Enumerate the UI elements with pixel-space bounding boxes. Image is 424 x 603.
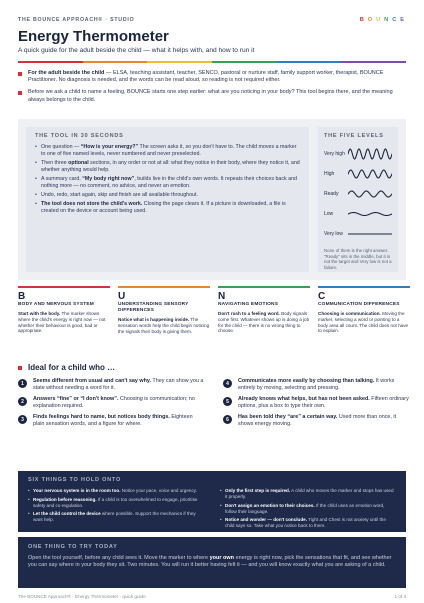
intro-body: — ELSA, teaching assistant, teacher, SENCO, pastoral or nurture staff, family support worker, therapist, BOUNCE Practitioner. No diagnosis is needed, and the words can be read aloud, so reading is not required either. — [28, 70, 384, 84]
ideal-body: Used more than once, it shows energy moving. — [238, 414, 397, 427]
bounce-column — [118, 286, 210, 334]
ideal-heading: Ideal for a child who … — [28, 363, 116, 372]
stripe-segment — [341, 61, 406, 63]
intro-body: Before we ask a child to name a feeling, BOUNCE starts one step earlier: what are you noticing in your body? This tool begins there, and the meaning always belongs to the child. — [28, 89, 393, 103]
ideal-text — [238, 378, 410, 392]
level-row — [324, 224, 392, 244]
ideal-list — [18, 378, 410, 428]
six-item — [220, 488, 396, 500]
bounce-column — [18, 286, 110, 334]
red-square-bullet-icon — [18, 72, 22, 76]
ideal-bold: Seems different from usual and can't say why. — [33, 378, 152, 384]
bounce-columns — [18, 286, 410, 334]
intro-text — [28, 70, 410, 84]
ideal-bold: Answers “fine” or “I don't know”. — [33, 396, 119, 402]
footer-left: The BOUNCE Approach® · Energy Thermometer · quick guide — [18, 594, 146, 599]
wordmark-letter: N — [384, 17, 391, 23]
tool-item — [35, 201, 300, 215]
intro-item — [18, 89, 410, 103]
column-text — [318, 311, 410, 334]
number-badge: 1 — [18, 379, 27, 388]
column-body: Body signals come first. Whatever shows up is doing a job for the child — there is no wrong thing to choose. — [218, 311, 310, 334]
column-title: COMMUNICATION DIFFERENCES — [318, 302, 400, 307]
level-label: Ready — [324, 191, 339, 197]
number-badge: 5 — [223, 397, 232, 406]
column-text — [118, 317, 210, 334]
six-body: A child who moves the marker and stops has used it properly. — [225, 488, 394, 499]
tool-item-pre: Then three — [41, 160, 69, 166]
ideal-heading-row — [18, 363, 115, 372]
intro-section — [18, 70, 410, 109]
tool-item-bold: “How is your energy?” — [80, 144, 139, 150]
level-label: Very low — [324, 231, 343, 237]
column-letter: N — [218, 291, 226, 302]
ideal-bold: Finds feelings hard to name, but notices body things. — [33, 414, 170, 420]
brand-label: THE BOUNCE APPROACH® · STUDIO — [18, 17, 135, 23]
stripe-segment — [147, 61, 212, 63]
six-left-list — [28, 488, 204, 532]
six-body: If the child uses an emotion word, follow their language. — [225, 502, 385, 514]
colour-stripe — [18, 61, 406, 63]
column-body: Moving the marker, selecting a word or pointing to a body area all count. The child does not have to explain. — [318, 311, 409, 334]
tool-item-post: Undo, redo, start again, skip and finish are all available throughout. — [41, 192, 198, 198]
intro-bold: For the adult beside the child — [28, 70, 105, 76]
six-body: Tight and Chest is not anxiety until the child says so. Take what you notice back to them. — [225, 517, 386, 528]
tool-item-post: , builds live in the child's own words. It repeats their choices back and nothing more — no comment, no advice, and never an emotion. — [41, 176, 297, 189]
level-row — [324, 144, 392, 164]
ideal-item — [223, 378, 410, 392]
six-body: If a child is too overwhelmed to engage, prioritise safety and co-regulation. — [33, 496, 198, 508]
tool-item-bold: “My body right now” — [82, 176, 135, 182]
column-title: BODY AND NERVOUS SYSTEM — [18, 302, 94, 307]
ideal-body: Eighteen plain sensation words, and a figure for where. — [33, 414, 193, 427]
six-bold: Your nervous system is in the room too. — [33, 488, 121, 493]
one-pre: Open the tool yourself, before any child sees it. Move the marker to where — [28, 555, 210, 561]
six-bold: Only the first step is required. — [225, 488, 291, 493]
ideal-item — [18, 378, 205, 392]
tool-list — [35, 144, 300, 215]
column-letter: C — [318, 291, 326, 302]
five-levels-panel — [318, 127, 398, 272]
one-post: energy is right now, pick the sensations that fit, and see whether you can say where in your body they sit. Two minutes. You will run it better having felt it — and you will know exactly what you are asking of a child. — [28, 555, 392, 569]
column-bold: Notice what is happening inside. — [118, 317, 190, 322]
ideal-text — [238, 396, 410, 410]
stripe-segment — [277, 61, 342, 63]
column-letter: U — [118, 291, 126, 302]
levels-heading: THE FIVE LEVELS — [324, 133, 384, 139]
wordmark-letter: C — [392, 17, 399, 23]
stripe-segment — [18, 61, 83, 63]
ideal-text — [33, 378, 205, 392]
column-body: The sensation words help the child begin noticing the signals their body is giving them. — [118, 317, 210, 334]
column-bold: Choosing is communication. — [318, 311, 381, 316]
energy-wave-icon — [348, 228, 392, 240]
six-bold: Don't assign an emotion to their choices. — [225, 502, 315, 508]
intro-item — [18, 70, 410, 84]
number-badge: 4 — [223, 379, 232, 388]
one-thing-box — [18, 537, 406, 588]
six-item — [28, 488, 204, 494]
energy-wave-icon — [348, 168, 392, 180]
tool-item — [35, 144, 300, 158]
column-bold: Don't rush to a feeling word. — [218, 311, 280, 316]
one-text — [28, 555, 396, 570]
wordmark-letter: B — [359, 17, 366, 23]
ideal-bold: Has been told they “are” a certain way. — [238, 414, 338, 420]
tool-heading: THE TOOL IN 30 SECONDS — [35, 133, 124, 139]
tool-item — [35, 160, 300, 174]
six-bold: Notice and wonder — don't conclude. — [225, 517, 307, 522]
six-heading: SIX THINGS TO HOLD ONTO — [28, 477, 122, 483]
column-colour-bar — [318, 286, 410, 288]
six-right-list — [220, 488, 396, 532]
tool-item-pre: A summary card, — [41, 176, 83, 182]
level-row — [324, 184, 392, 204]
ideal-body: Fifteen ordinary options, plus a box to type their own. — [238, 396, 409, 409]
six-body: Notice your pace, voice and urgency. — [120, 488, 197, 493]
column-title: NAVIGATING EMOTIONS — [218, 302, 279, 307]
wordmark-letter: U — [376, 17, 383, 23]
ideal-body: It works entirely by moving, selecting and pressing. — [238, 378, 395, 391]
level-row — [324, 204, 392, 224]
ideal-bold: Communicates more easily by choosing than talking. — [238, 378, 375, 384]
levels-note: None of them is the right answer. "Ready" sits in the middle, but it is not the target and Very low is not a failure. — [324, 248, 392, 270]
column-body: The marker shows where the child's energy is right now — not whether their behaviour is good, bad or appropriate. — [18, 311, 106, 334]
number-badge: 3 — [18, 415, 27, 424]
page-subtitle: A quick guide for the adult beside the child — what it helps with, and how to run it — [18, 47, 255, 54]
tool-item-post: sections, in any order or not at all: what they notice in their body, where they notice it, and whether anything would help. — [41, 160, 300, 173]
six-body: where possible. Support the mechanics if they want help. — [33, 511, 196, 522]
one-bold: your own — [209, 555, 235, 561]
level-label: Very high — [324, 151, 345, 157]
tool-item-bold: optional — [68, 160, 89, 166]
tool-30-seconds — [26, 127, 309, 272]
ideal-body: They can show you a state without needing a word for it. — [33, 378, 204, 391]
level-row — [324, 164, 392, 184]
column-colour-bar — [18, 286, 110, 288]
ideal-item — [223, 414, 410, 428]
column-text — [218, 311, 310, 334]
level-label: Low — [324, 211, 334, 217]
page-title: Energy Thermometer — [18, 28, 169, 45]
level-rows — [324, 144, 392, 244]
column-text — [18, 311, 110, 334]
footer — [18, 594, 406, 599]
column-colour-bar — [218, 286, 310, 288]
stripe-segment — [212, 61, 277, 63]
column-bold: Start with the body. — [18, 311, 61, 316]
number-badge: 6 — [223, 415, 232, 424]
six-bold: Let the child control the device — [33, 511, 101, 516]
six-item — [28, 511, 204, 523]
six-item — [220, 517, 396, 529]
red-square-bullet-icon — [18, 91, 22, 95]
page-number: 1 of 3 — [394, 594, 406, 599]
energy-wave-icon — [348, 188, 392, 200]
bounce-column — [318, 286, 410, 334]
one-heading: ONE THING TO TRY TODAY — [28, 544, 118, 550]
ideal-text — [33, 396, 205, 410]
six-item — [28, 497, 204, 509]
tool-item-pre: One question — — [41, 144, 81, 150]
ideal-body: Choosing is communication; no explanation required. — [33, 396, 195, 409]
tool-item-post: Closing the page clears it. If a picture is downloaded, a file is created on the device or account being used. — [41, 201, 286, 214]
six-bold: Regulation before reasoning. — [33, 496, 97, 502]
six-grid — [28, 488, 396, 532]
tool-item — [35, 176, 300, 190]
energy-wave-icon — [348, 148, 392, 160]
stripe-segment — [83, 61, 148, 63]
ideal-item — [223, 396, 410, 410]
ideal-item — [18, 414, 205, 428]
energy-wave-icon — [348, 208, 392, 220]
wordmark-letter: O — [367, 17, 375, 23]
number-badge: 2 — [18, 397, 27, 406]
column-title: UNDERSTANDING SENSORY DIFFERENCES — [118, 302, 189, 313]
tool-summary-box — [18, 119, 406, 280]
column-letter: B — [18, 291, 26, 302]
intro-text — [28, 89, 410, 103]
level-label: High — [324, 171, 335, 177]
ideal-bold: Already knows what helps, but has not been asked. — [238, 396, 370, 402]
red-square-bullet-icon — [18, 366, 22, 370]
ideal-text — [33, 414, 205, 428]
column-colour-bar — [118, 286, 210, 288]
ideal-text — [238, 414, 410, 428]
bounce-column — [218, 286, 310, 334]
ideal-item — [18, 396, 205, 410]
top-bar — [18, 16, 406, 24]
tool-item-bold: The tool does not store the child's work. — [41, 201, 143, 207]
six-things-box — [18, 471, 406, 532]
bounce-wordmark — [360, 17, 406, 23]
six-item — [220, 503, 396, 515]
wordmark-letter: E — [400, 17, 406, 23]
tool-item-post: The screen asks it, so you don't have to. The child moves a marker to one of five named levels, never numbered and never preselected. — [41, 144, 297, 157]
tool-item — [35, 192, 300, 199]
